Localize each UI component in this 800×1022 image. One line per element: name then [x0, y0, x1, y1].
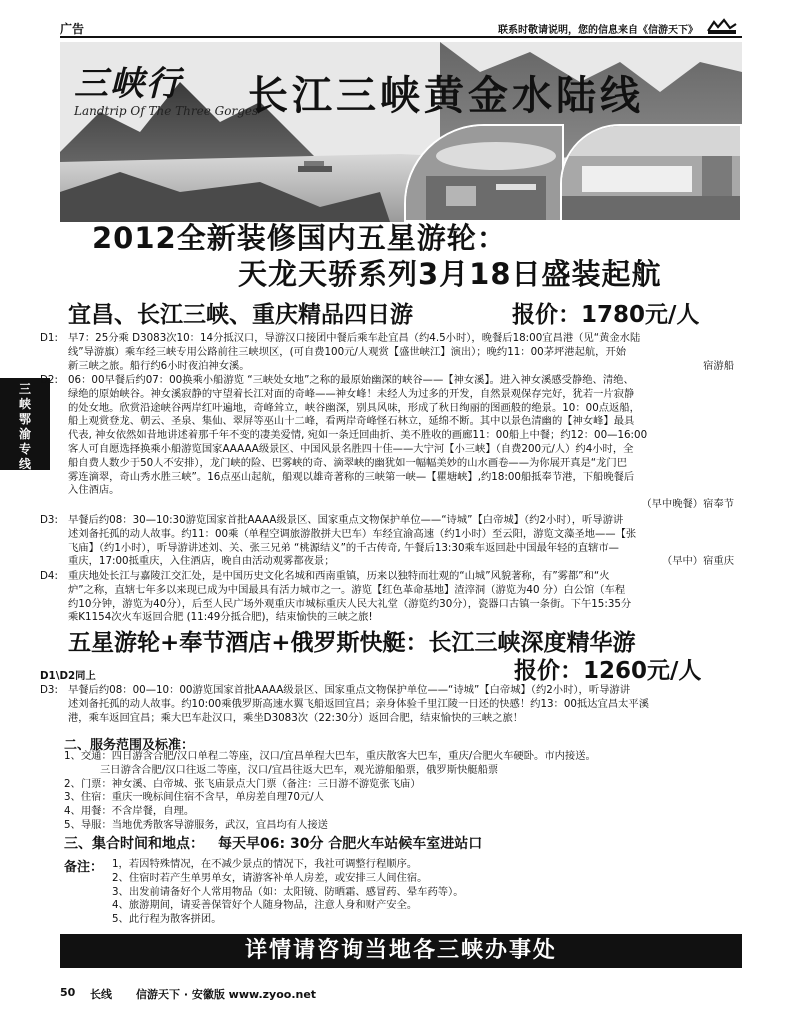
side-tab-char: 专: [18, 442, 31, 456]
itinerary-day-3: [40, 514, 740, 569]
day-line: 入住酒店。: [68, 484, 120, 497]
day-line: 的处女地。欣赏沿途峡谷两岸红叶遍地，奇峰耸立，峡谷幽深，别具风味，形成了秋日绚丽的图画般的绝景。10：00点返船，: [68, 401, 640, 414]
page-footer: [60, 986, 742, 1002]
day-line: 船自费人数少于50人不安排），龙门峡的险、巴雾峡的奇、滴翠峡的幽犹如一幅幅美妙的山水画卷——为你展开真是“龙门巴: [68, 456, 628, 469]
ship-reception-photo: [560, 124, 742, 222]
day-line: 早餐后约08：00—10：00游览国家首批AAAA级景区、国家重点文物保护单位——“诗城”【白帝城】（约2小时），听导游讲: [68, 684, 631, 696]
day-line: 述刘备托孤的动人故事。约10:00乘俄罗斯高速水翼飞船返回宜昌；亲身体验千里江陵一日还的快感！约13：00抵达宜昌太平溪: [68, 697, 650, 710]
service-item: 4、用餐：不含岸餐，自理。: [64, 805, 195, 818]
note-item: 4、旅游期间，请妥善保管好个人随身物品，注意人身和财产安全。: [112, 899, 418, 912]
banner-title: 长江三峡黄金水陆线: [248, 72, 644, 119]
magazine-logo-icon: [702, 18, 742, 36]
note-item: 3、出发前请备好个人常用物品（如：太阳镜、防晒霜、感冒药、晕车药等）。: [112, 885, 464, 898]
day-line: 代表, 神女依然如昔地讲述着那千年不变的凄美爱情, 宛如一条迁回曲折、美不胜收的画廊11：00船上中餐；约12：00—16:00: [68, 429, 648, 442]
meeting-label: 三、集合时间和地点：: [64, 836, 204, 852]
package2-title: 五星游轮+奉节酒店+俄罗斯快艇：长江三峡深度精华游: [68, 630, 636, 656]
service-item: 3、住宿：重庆一晚标间住宿不含早，单房差自理70元/人: [64, 791, 324, 804]
logo-text: 三峡行: [74, 64, 182, 104]
note-item: 5、此行程为散客拼团。: [112, 913, 222, 926]
day-lodging: 宿游船: [703, 359, 734, 372]
side-tab-char: 线: [18, 457, 31, 471]
itinerary-day-2: [40, 374, 740, 512]
day-line: 约10分钟，游览为40分），后至人民广场外观重庆市城标重庆人民大礼堂（游览约30分），瓷器口古镇一条街。下午15:35分: [68, 597, 632, 610]
day-line: 06：00早餐后约07：00换乘小船游览 “三峡处女地”之称的最原始幽深的峡谷——【神女溪】。进入神女溪感受静绝、清绝、: [68, 374, 634, 386]
day-label: D2:: [40, 374, 58, 386]
top-bar: [60, 18, 742, 38]
day-line: 重庆地处长江与嘉陵江交汇处，是中国历史文化名城和西南重镇，历来以独特而壮观的“山城”风貌著称，有”雾都”和“火: [68, 570, 610, 582]
day-line: 线”导游旗）乘车经三峡专用公路前往三峡坝区，(可自费100元/人观赏【盛世峡江】演出）；晚约11：00茅坪港起航，开始: [68, 345, 627, 358]
day-label: D4:: [40, 570, 58, 582]
package1-title: 宜昌、长江三峡、重庆精品四日游: [68, 302, 413, 328]
itinerary-day-1: [40, 332, 740, 373]
contact-note: 联系时敬请说明，您的信息来自《信游天下》: [498, 25, 698, 36]
top-divider: [60, 36, 742, 38]
section-tag: 长线: [90, 988, 112, 1001]
side-tab-char: 鄂: [18, 412, 31, 426]
logo: [74, 56, 274, 136]
headline-line-1: 2012全新装修国内五星游轮：: [92, 221, 507, 255]
package1-price: 报价：1780元/人: [512, 302, 700, 328]
day-line: 飞庙】（约1小时），听导游讲述刘、关、张三兄弟 “桃源结义”的千古传奇, 午餐后13:30乘车返回赴中国最年轻的直辖市—: [68, 541, 619, 554]
day-line: 重庆，17:00抵重庆，入住酒店，晚自由活动观雾都夜景；: [68, 555, 335, 568]
ad-label: 广告: [60, 22, 85, 36]
package2-price: 报价：1260元/人: [514, 658, 702, 684]
day-line: 雾连滴翠，奇山秀水胜三峡”。16点巫山起航，船观以雄奇著称的三峡第一峡—【瞿塘峡】,约18:00船抵奉节港，下船晚餐后: [68, 470, 635, 483]
day-label: D3:: [40, 684, 58, 696]
page-number: 50: [60, 986, 76, 999]
day-line: 客人可自愿选择换乘小船游览国家AAAAA级景区、中国风景名胜四十佳——大宁河【小三峡】（自费200元/人）约4小时，全: [68, 442, 634, 455]
side-tab-route: [0, 378, 50, 470]
day-line: 述刘备托孤的动人故事。约11：00乘（单程空调旅游散拼大巴车）车经宜渝高速（约1小时）至云阳，游览文藻圣地——【张: [68, 527, 637, 540]
logo-subtitle: Landtrip Of The Three Gorges: [74, 104, 259, 118]
service-heading: 二、服务范围及标准：: [64, 738, 195, 753]
day-lodging: （早中）宿重庆: [661, 555, 734, 568]
notes-label: 备注：: [64, 860, 104, 875]
meeting-value: 每天早06: 30分 合肥火车站候车室进站口: [218, 836, 483, 852]
banner: [60, 42, 742, 222]
package2-same-note: D1\D2同上: [40, 670, 96, 682]
side-tab-char: 峡: [18, 397, 31, 411]
publication-info: 信游天下 · 安徽版 www.zyoo.net: [136, 988, 317, 1001]
note-item: 1，若因特殊情况，在不减少景点的情况下，我社可调整行程顺序。: [112, 858, 418, 870]
day-lodging: （早中晚餐）宿奉节: [641, 498, 734, 511]
day-line-row: [68, 555, 740, 569]
side-tab-char: 渝: [18, 427, 31, 441]
day-line-row: [68, 360, 740, 374]
day-line: 绿绝的原始峡谷。神女溪寂静的守望着长江对面的奇峰——神女峰！未经人为过多的开发，自然景观保存完好，犹若一片寂静: [68, 387, 635, 400]
service-item: 2、门票：神女溪、白帝城、张飞庙景点大门票（备注：三日游不游览张飞庙）: [64, 777, 421, 790]
service-list: [64, 750, 740, 833]
service-item: 三日游含合肥/汉口往返二等座，汉口/宜昌往返大巴车，观光游船船票，俄罗斯快艇船票: [100, 763, 499, 776]
service-item: 1、交通：四日游含合肥/汉口单程二等座，汉口/宜昌单程大巴车，重庆散客大巴车，重庆/合肥火车硬卧。市内接送。: [64, 750, 596, 762]
day-line: 港，乘车返回宜昌；乘大巴车赴汉口，乘坐D3083次（22:30分）返回合肥，结束愉快的三峡之旅！: [68, 711, 524, 724]
package2-day-3: [40, 684, 740, 725]
side-tab-char: 三: [18, 382, 31, 396]
day-line: 乘K1154次火车返回合肥 (11:49分抵合肥)，结束愉快的三峡之旅!: [68, 611, 373, 624]
day-label: D1:: [40, 332, 58, 344]
day-line: 早餐后约08：30—10:30游览国家首批AAAA级景区、国家重点文物保护单位——“诗城”【白帝城】（约2小时），听导游讲: [68, 514, 624, 526]
day-line: 新三峡之旅。船行约6小时夜泊神女溪。: [68, 359, 250, 372]
itinerary-day-4: [40, 570, 740, 625]
contact-banner: 详情请咨询当地各三峡办事处: [60, 934, 742, 968]
day-line: 早7：25分乘 D3083次10：14分抵汉口，导游汉口接团中餐后乘车赴宜昌（约4.5小时），晚餐后18:00宜昌港（见“黄金水陆: [68, 332, 641, 344]
note-item: 2、住宿时若产生单男单女，请游客补单人房差，或安排三人间住宿。: [112, 871, 428, 884]
headline-line-2: 天龙天骄系列3月18日盛装起航: [238, 257, 662, 291]
day-label: D3:: [40, 514, 58, 526]
day-line: 炉”之称，直辖七年多以来现已成为中国最具有活力城市之一。游览【红色革命基地】渣滓洞（游览为40 分）白公馆（车程: [68, 583, 626, 596]
service-item: 5、导服：当地优秀散客导游服务，武汉，宜昌均有人接送: [64, 818, 328, 831]
notes-list: [112, 858, 464, 927]
day-line: 船上观赏登龙、朝云、圣泉、集仙、翠屏等巫山十二峰，看两岸奇峰怪石林立，延绵不断。其中以景色清幽的【神女峰】最具: [68, 415, 635, 428]
